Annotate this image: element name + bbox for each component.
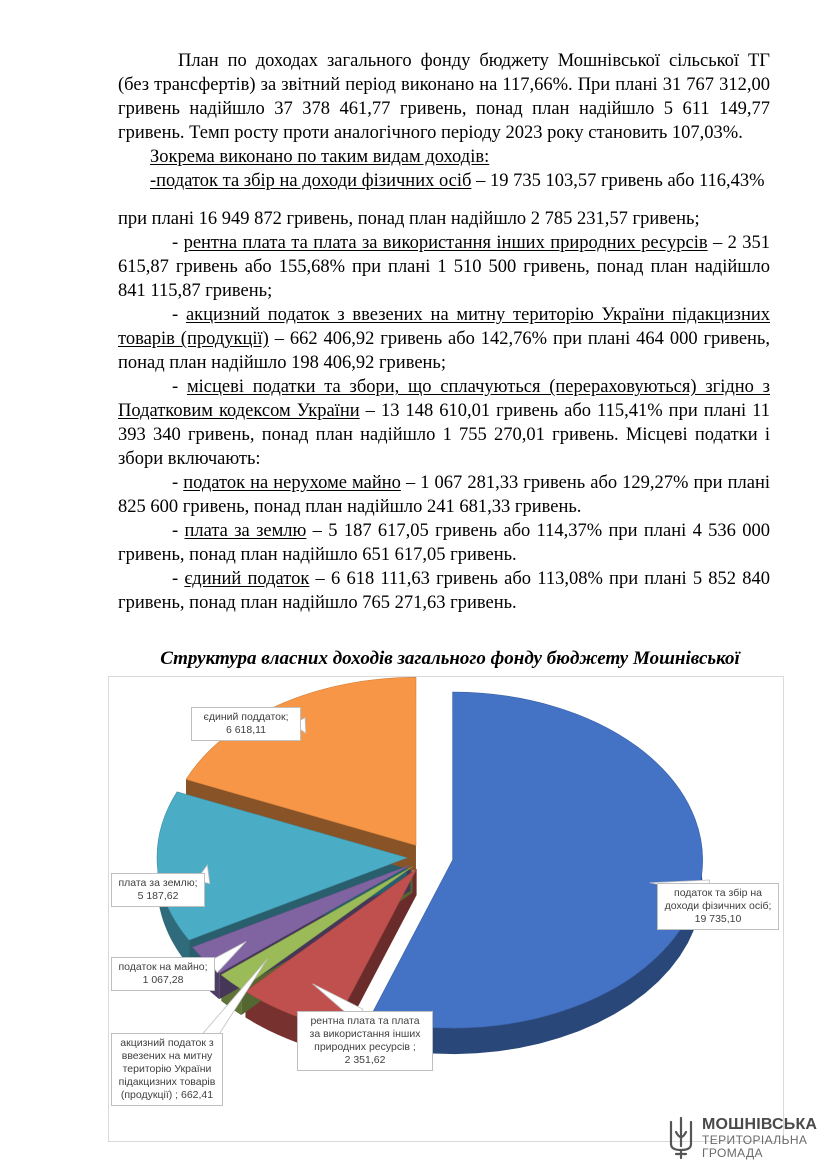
pdfo-title: -податок та збір на доходи фізичних осіб [150, 171, 472, 191]
label-single-tax [191, 707, 301, 741]
community-logo [664, 1116, 818, 1162]
rent-dash: - [172, 233, 184, 253]
pdfo-continuation: при плані 16 949 872 гривень, понад план надійшло 2 785 231,57 гривень; [118, 209, 700, 229]
local-taxes-paragraph [118, 375, 770, 471]
property-tax-text: – 1 067 281,33 гривень або 129,27% при плані 825 600 гривень, понад план надійшло 241 681,33 гривень. [118, 473, 770, 517]
label-land-fee [111, 873, 205, 907]
land-dash: - [172, 521, 185, 541]
excise-dash: - [172, 305, 186, 325]
label-land-fee-value: 5 187,62 [137, 890, 179, 902]
label-pdfo-l2: доходи фізичних осіб; [664, 900, 772, 912]
land-fee-title: плата за землю [184, 521, 307, 541]
label-excise [111, 1033, 223, 1106]
types-intro-text: Зокрема виконано по таким видам доходів: [150, 147, 490, 167]
label-rent-l4: 2 351,62 [344, 1054, 386, 1066]
excise-title: акцизний податок з ввезених на митну територію України підакцизних товарів (продукції) [118, 305, 770, 349]
local-taxes-title: місцеві податки та збори, що сплачуються (перераховуються) згідно з Податковим кодексом України [118, 377, 770, 421]
label-rent [297, 1011, 433, 1071]
label-property-tax [111, 957, 215, 991]
label-property-tax-value: 1 067,28 [142, 974, 184, 986]
rent-text: – 2 351 615,87 гривень або 155,68% при плані 1 510 500 гривень, понад план надійшло 841 115,87 гривень; [118, 233, 770, 301]
label-single-tax-value: 6 618,11 [225, 724, 267, 736]
land-fee-text: – 5 187 617,05 гривень або 114,37% при плані 4 536 000 гривень, понад план надійшло 651 617,05 гривень. [118, 521, 770, 565]
label-excise-l2: ввезених на митну [121, 1050, 213, 1062]
pdfo-text: – 19 735 103,57 гривень або 116,43% [471, 171, 765, 191]
rent-paragraph [118, 231, 770, 303]
trident-icon [664, 1116, 698, 1160]
land-fee-paragraph [118, 519, 770, 567]
label-property-tax-name: податок на майно; [118, 961, 208, 973]
single-tax-text: – 6 618 111,63 гривень або 113,08% при плані 5 852 840 гривень, понад план надійшло 765 271,63 гривень. [118, 569, 770, 613]
logo-line2: ТЕРИТОРІАЛЬНА [702, 1133, 808, 1147]
label-rent-l1: рентна плата та плата [310, 1015, 420, 1027]
local-dash: - [172, 377, 187, 397]
label-land-fee-name: плата за землю; [118, 877, 198, 889]
single-dash: - [172, 569, 185, 589]
pie-chart [108, 676, 784, 1142]
chart-caption: Структура власних доходів загального фонду бюджету Мошнівської [160, 648, 740, 669]
label-rent-l3: природних ресурсів ; [314, 1041, 416, 1053]
label-pdfo [657, 883, 779, 930]
label-pdfo-l1: податок та збір на [674, 887, 762, 899]
excise-text: – 662 406,92 гривень або 142,76% при плані 464 000 гривень, понад план надійшло 198 406,92 гривень; [118, 329, 770, 373]
label-excise-l5: (продукції) ; 662,41 [120, 1089, 214, 1101]
property-tax-paragraph [118, 471, 770, 519]
property-dash: - [172, 473, 184, 493]
label-excise-l1: акцизний податок з [120, 1037, 214, 1049]
local-taxes-text: – 13 148 610,01 гривень або 115,41% при плані 11 393 340 гривень, понад план надійшло 1 755 270,01 гривень. Місцеві податки і збори включають: [118, 401, 770, 469]
rent-title: рентна плата та плата за використання інших природних ресурсів [183, 233, 708, 253]
label-pdfo-l3: 19 735,10 [694, 913, 742, 925]
property-tax-title: податок на нерухоме майно [183, 473, 401, 493]
label-excise-l4: підакцизних товарів [118, 1076, 216, 1088]
label-rent-l2: за використання інших [309, 1028, 421, 1040]
logo-line3: ГРОМАДА [702, 1146, 763, 1160]
document-text [118, 49, 770, 615]
intro-paragraph: План по доходах загального фонду бюджету Мошнівської сільської ТГ (без трансфертів) за звітний період виконано на 117,66%. При плані 31 767 312,00 гривень надійшло 37 378 461,77 гривень, понад план надійшло 5 611 149,77 гривень. Темп росту проти аналогічного періоду 2023 року становить 107,03%. [118, 51, 770, 143]
label-excise-l3: територію України [122, 1063, 212, 1075]
single-tax-paragraph [118, 567, 770, 615]
label-single-tax-name: єдиний поддаток; [203, 711, 289, 723]
logo-line1: МОШНІВСЬКА [702, 1116, 818, 1133]
excise-paragraph [118, 303, 770, 375]
single-tax-title: єдиний податок [184, 569, 310, 589]
pdfo-paragraph [118, 169, 770, 193]
types-intro [118, 145, 770, 169]
